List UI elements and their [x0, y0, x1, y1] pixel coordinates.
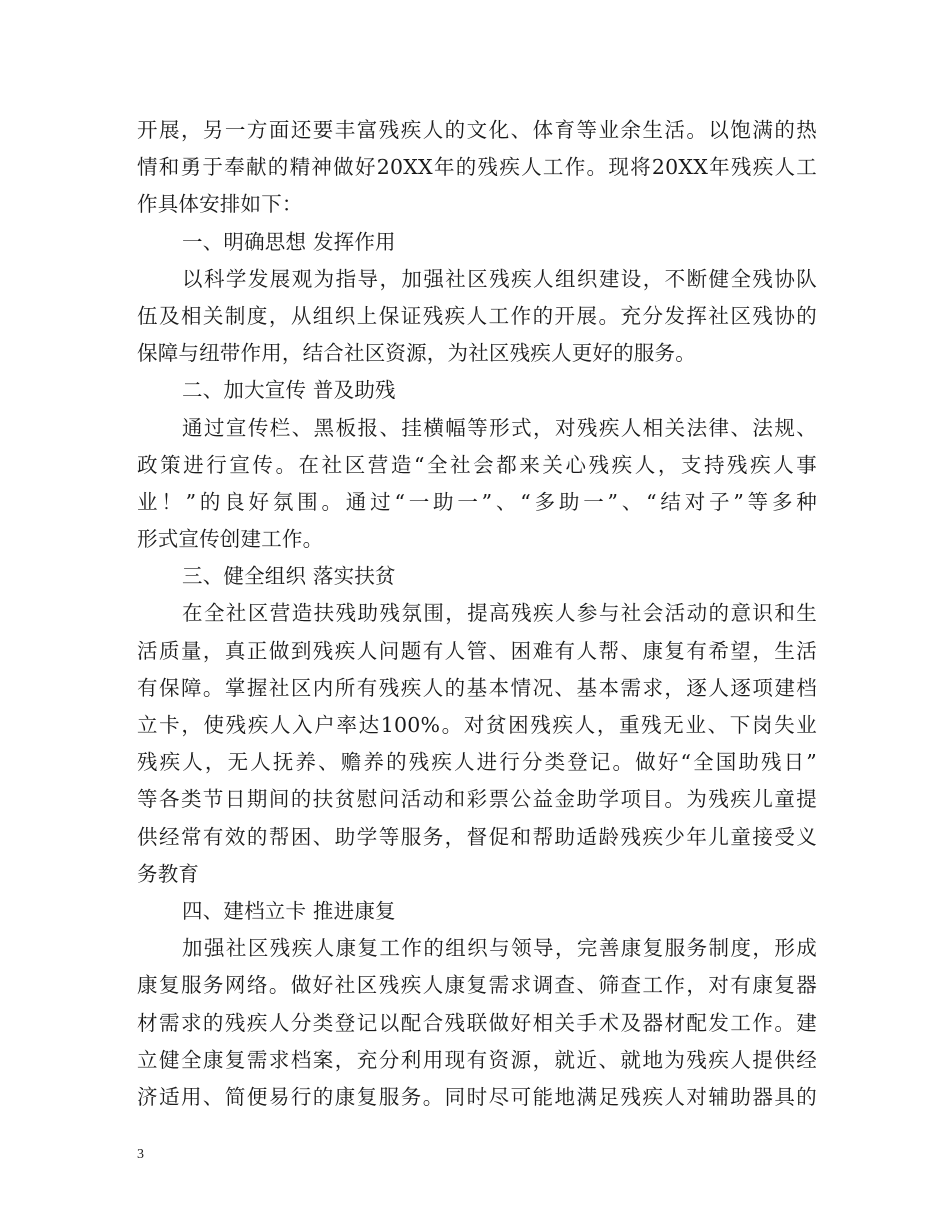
paragraph-line: 情和勇于奉献的精神做好20XX年的残疾人工作。现将20XX年残疾人工 [137, 155, 817, 180]
paragraph-line: 残疾人，无人抚养、赡养的残疾人进行分类登记。做好“全国助残日” [137, 750, 817, 775]
paragraph-line: 形式宣传创建工作。 [137, 527, 324, 552]
section-heading: 一、明确思想 发挥作用 [182, 229, 396, 254]
paragraph-line: 加强社区残疾人康复工作的组织与领导，完善康复服务制度，形成 [182, 936, 817, 961]
paragraph-line: 供经常有效的帮困、助学等服务，督促和帮助适龄残疾少年儿童接受义 [137, 824, 817, 849]
paragraph-line: 务教育 [137, 861, 200, 886]
paragraph-line: 伍及相关制度，从组织上保证残疾人工作的开展。充分发挥社区残协的 [137, 303, 817, 328]
paragraph-line: 开展，另一方面还要丰富残疾人的文化、体育等业余生活。以饱满的热 [137, 118, 817, 142]
paragraph-line: 作具体安排如下： [137, 192, 303, 217]
section-heading: 二、加大宣传 普及助残 [182, 378, 396, 403]
document-body [137, 112, 817, 1116]
page-number: 3 [137, 1147, 144, 1162]
paragraph-line: 活质量，真正做到残疾人问题有人管、困难有人帮、康复有希望，生活 [137, 638, 817, 663]
paragraph-line: 在全社区营造扶残助残氛围，提高残疾人参与社会活动的意识和生 [182, 601, 817, 626]
paragraph-line: 通过宣传栏、黑板报、挂横幅等形式，对残疾人相关法律、法规、 [182, 415, 817, 440]
paragraph-line: 等各类节日期间的扶贫慰问活动和彩票公益金助学项目。为残疾儿童提 [137, 787, 817, 812]
paragraph-line: 济适用、简便易行的康复服务。同时尽可能地满足残疾人对辅助器具的 [137, 1084, 817, 1109]
paragraph-line: 以科学发展观为指导，加强社区残疾人组织建设，不断健全残协队 [182, 266, 817, 291]
paragraph-line: 立卡，使残疾人入户率达100%。对贫困残疾人，重残无业、下岗失业 [137, 713, 817, 737]
paragraph-line: 政策进行宣传。在社区营造“全社会都来关心残疾人，支持残疾人事 [137, 452, 817, 477]
paragraph-line: 康复服务网络。做好社区残疾人康复需求调查、筛查工作，对有康复器 [137, 973, 817, 998]
paragraph-line: 有保障。掌握社区内所有残疾人的基本情况、基本需求，逐人逐项建档 [137, 675, 817, 700]
paragraph-line: 业！”的良好氛围。通过“一助一”、“多助一”、“结对子”等多种 [137, 489, 817, 514]
section-heading: 四、建档立卡 推进康复 [182, 898, 396, 923]
section-heading: 三、健全组织 落实扶贫 [182, 564, 396, 589]
paragraph-line: 立健全康复需求档案，充分利用现有资源，就近、就地为残疾人提供经 [137, 1047, 817, 1072]
paragraph-line: 保障与纽带作用，结合社区资源，为社区残疾人更好的服务。 [137, 341, 696, 366]
paragraph-line: 材需求的残疾人分类登记以配合残联做好相关手术及器材配发工作。建 [137, 1010, 817, 1035]
